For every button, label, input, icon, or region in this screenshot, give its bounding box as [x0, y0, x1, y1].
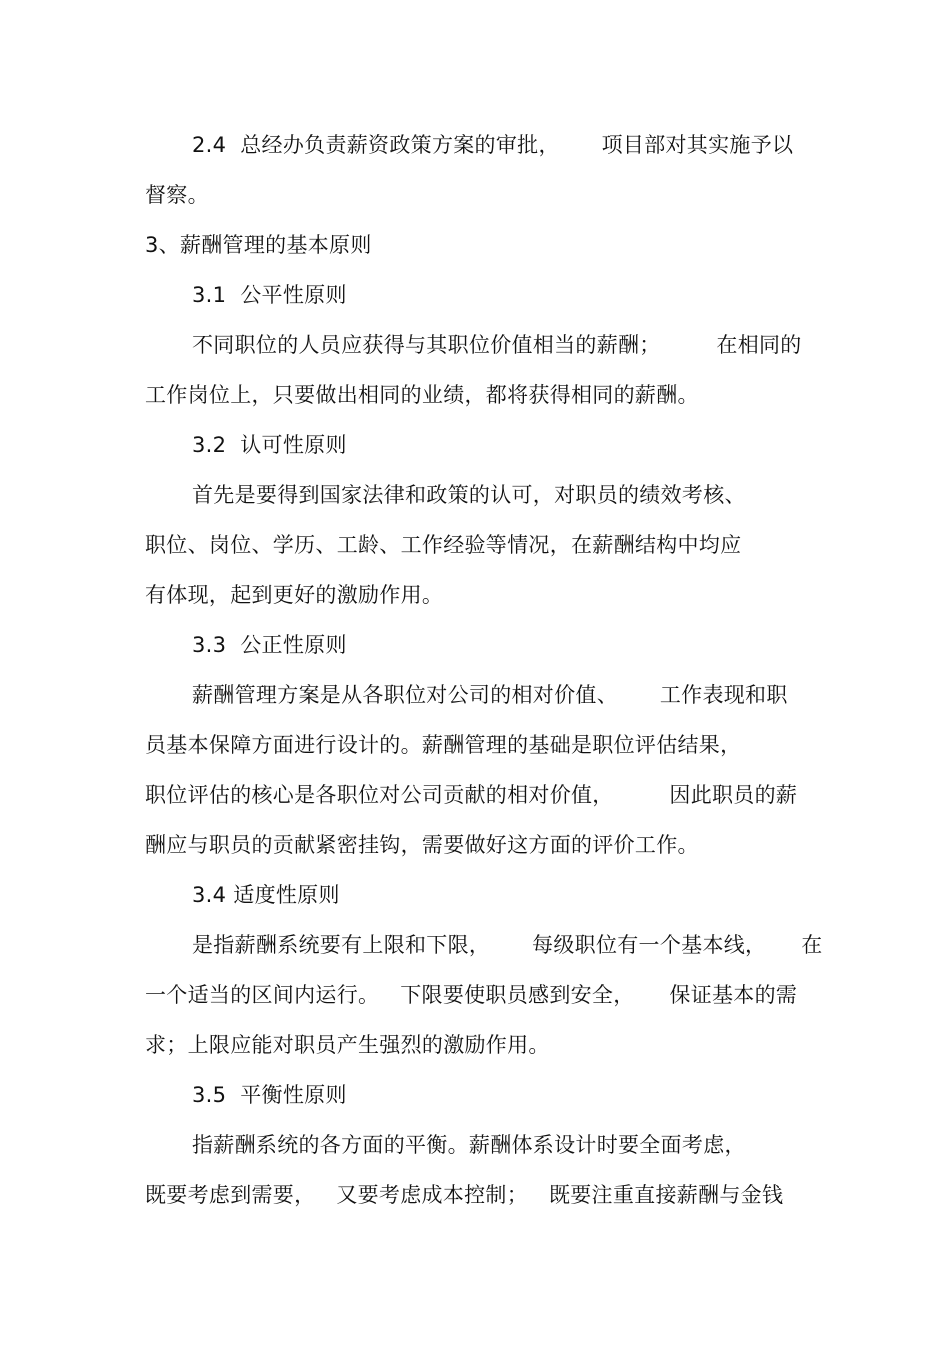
section-3-3-heading: 3.3 公正性原则 — [192, 633, 347, 657]
section-3-5-line-2: 既要考虑到需要， 又要考虑成本控制； 既要注重直接薪酬与金钱 — [145, 1183, 784, 1207]
section-3-1-heading: 3.1 公平性原则 — [192, 283, 347, 307]
section-2-4-line-1: 2.4 总经办负责薪资政策方案的审批， 项目部对其实施予以 — [192, 133, 794, 157]
section-3-4-line-1: 是指薪酬系统要有上限和下限， 每级职位有一个基本线， 在 — [192, 933, 823, 957]
section-3-5-heading: 3.5 平衡性原则 — [192, 1083, 347, 1107]
section-3-4-line-3: 求；上限应能对职员产生强烈的激励作用。 — [145, 1033, 550, 1057]
section-3-heading: 3、薪酬管理的基本原则 — [145, 233, 372, 257]
section-3-4-line-2: 一个适当的区间内运行。 下限要使职员感到安全， 保证基本的需 — [145, 983, 798, 1007]
section-3-2-line-3: 有体现，起到更好的激励作用。 — [145, 583, 444, 607]
section-3-3-line-3: 职位评估的核心是各职位对公司贡献的相对价值， 因此职员的薪 — [145, 783, 798, 807]
section-3-3-line-4: 酬应与职员的贡献紧密挂钩，需要做好这方面的评价工作。 — [145, 833, 699, 857]
section-3-4-heading: 3.4 适度性原则 — [192, 883, 340, 907]
section-3-2-heading: 3.2 认可性原则 — [192, 433, 347, 457]
section-3-1-line-1: 不同职位的人员应获得与其职位价值相当的薪酬； 在相同的 — [192, 333, 802, 357]
section-2-4-line-2: 督察。 — [145, 183, 209, 207]
section-3-3-line-2: 员基本保障方面进行设计的。薪酬管理的基础是职位评估结果， — [145, 733, 742, 757]
section-3-5-line-1: 指薪酬系统的各方面的平衡。薪酬体系设计时要全面考虑， — [192, 1133, 746, 1157]
section-3-2-line-2: 职位、岗位、学历、工龄、工作经验等情况，在薪酬结构中均应 — [145, 533, 742, 557]
section-3-3-line-1: 薪酬管理方案是从各职位对公司的相对价值、 工作表现和职 — [192, 683, 788, 707]
section-3-1-line-2: 工作岗位上，只要做出相同的业绩，都将获得相同的薪酬。 — [145, 383, 699, 407]
section-3-2-line-1: 首先是要得到国家法律和政策的认可，对职员的绩效考核、 — [192, 483, 746, 507]
